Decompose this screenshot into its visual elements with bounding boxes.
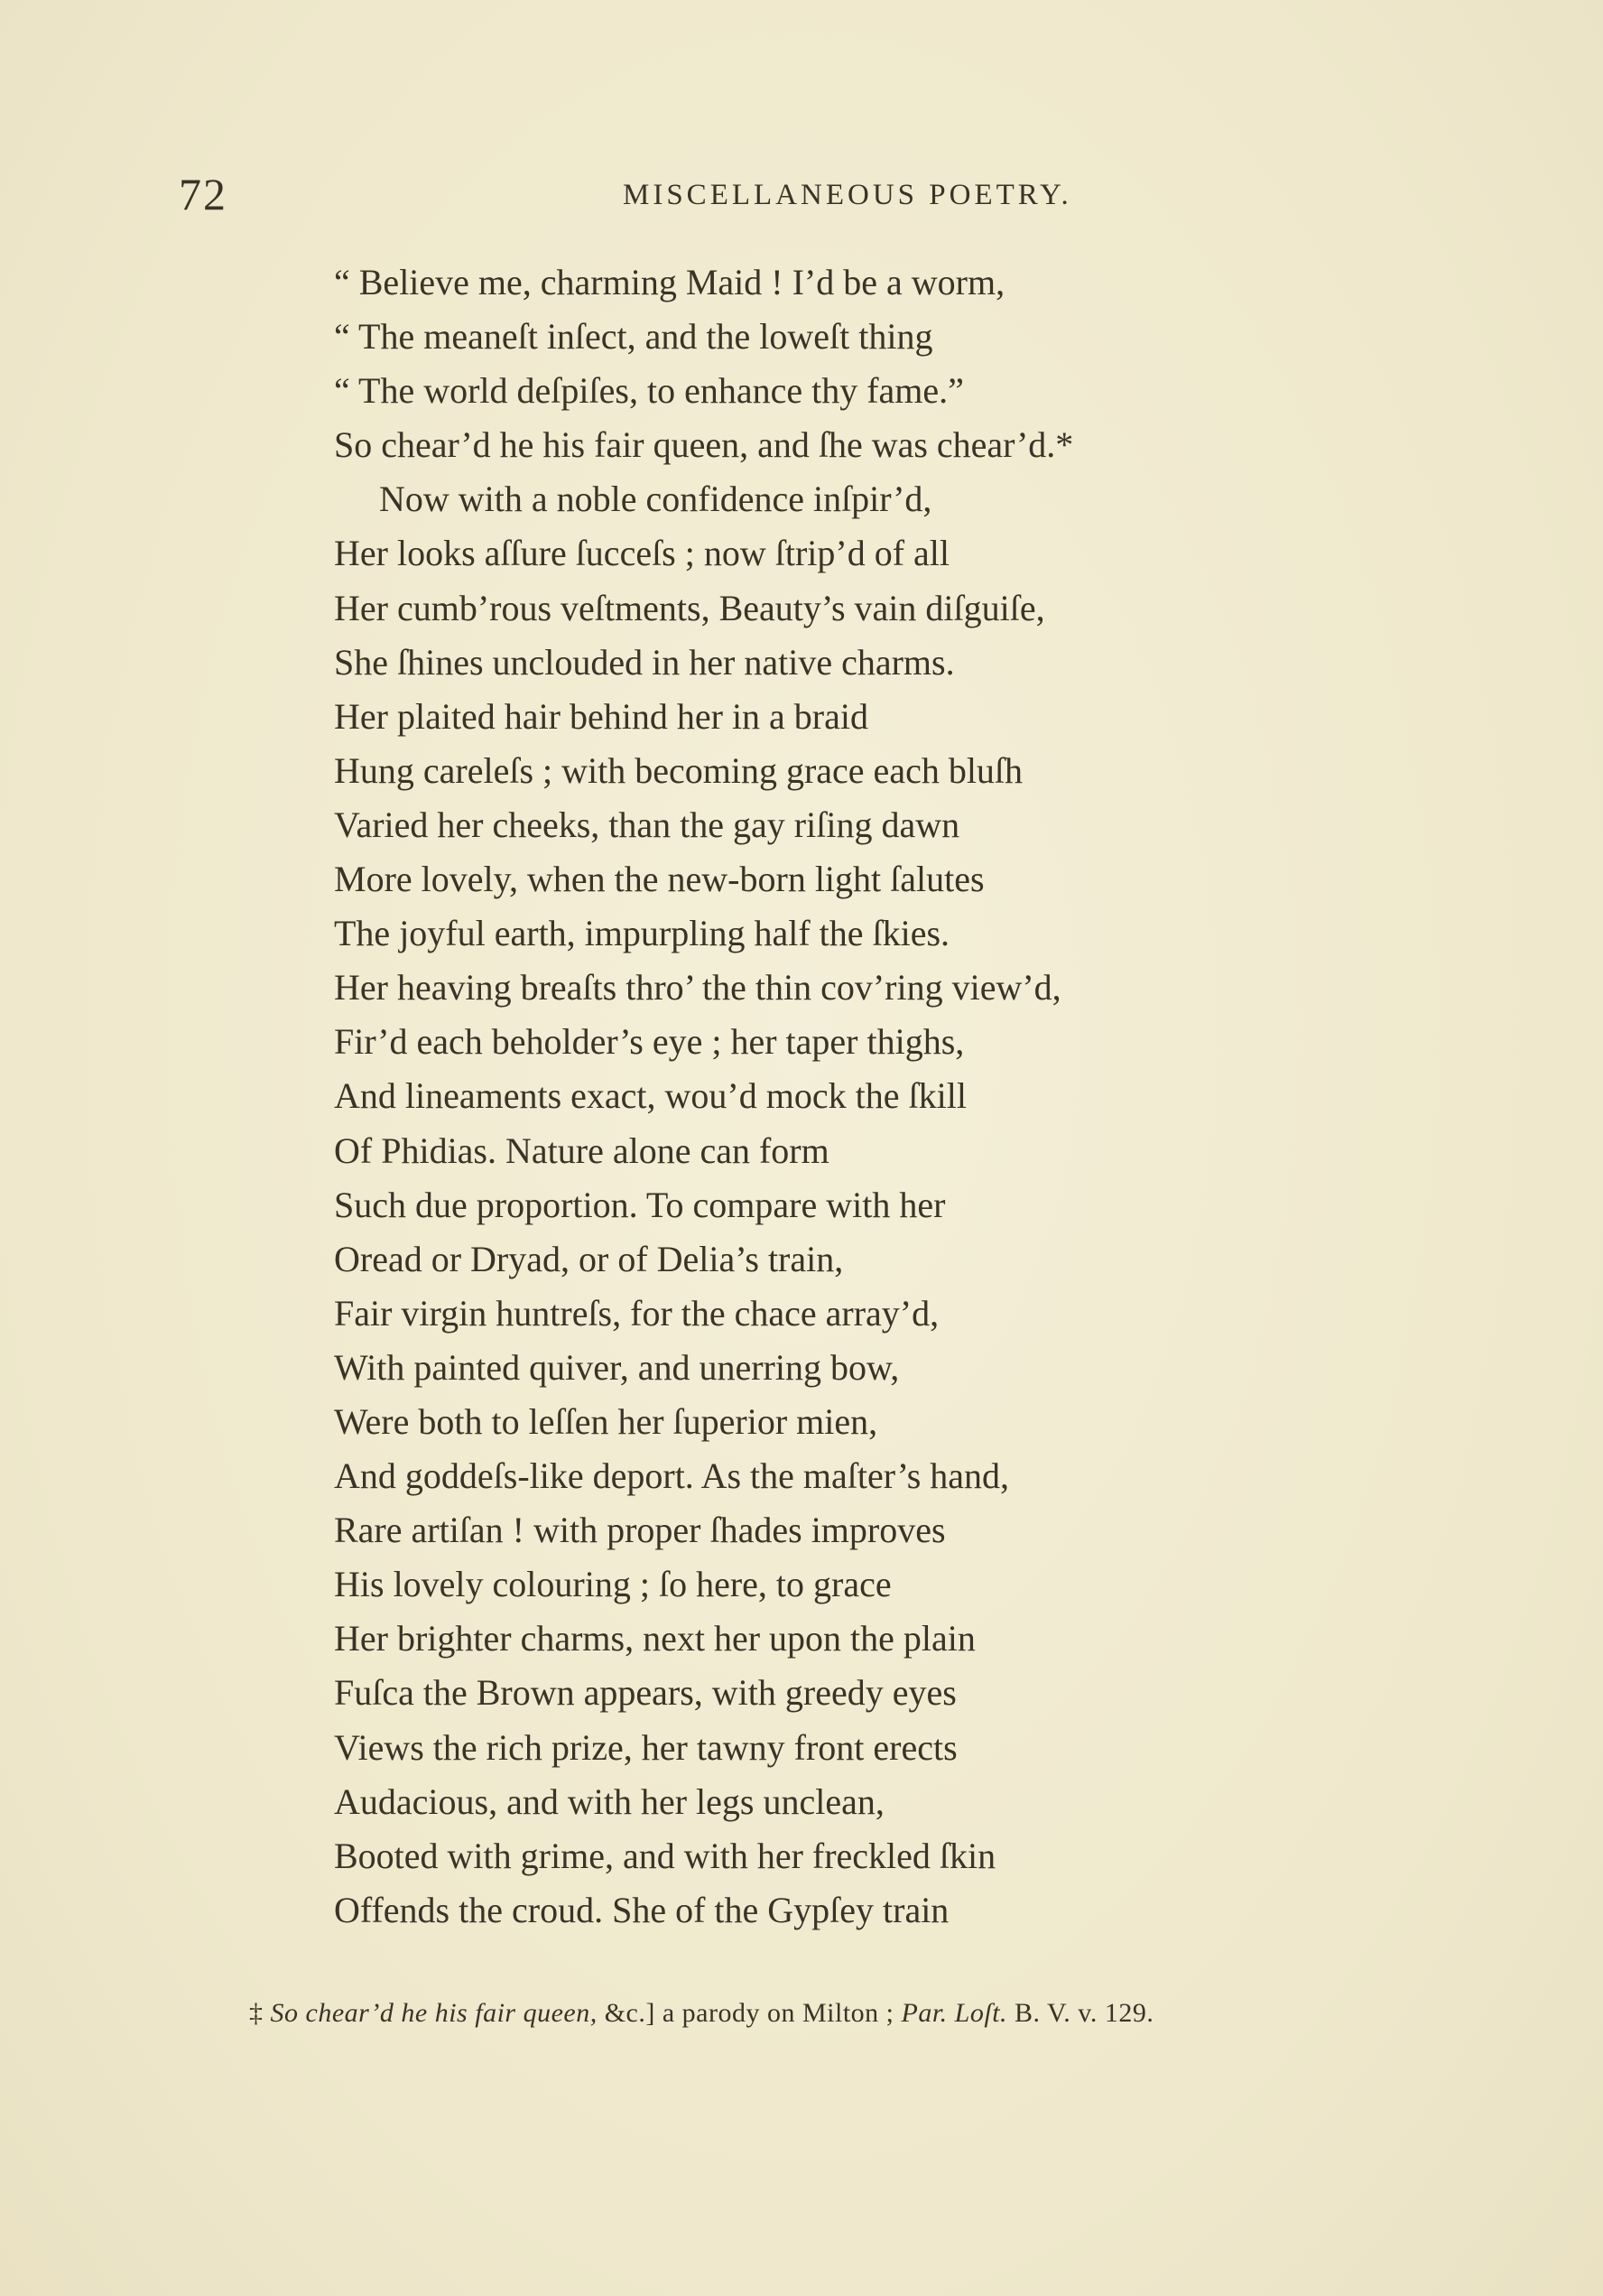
verse-line: Audacious, and with her legs unclean,	[334, 1780, 885, 1822]
footnote	[249, 1998, 1154, 2029]
poem-verse	[334, 256, 1381, 1938]
verse-line: So chear’d he his fair queen, and ſhe was chear’d.*	[334, 424, 1074, 466]
verse-line: Rare artiſan ! with proper ſhades improves	[334, 1510, 946, 1551]
verse-line: Fir’d each beholder’s eye ; her taper thighs,	[334, 1021, 965, 1063]
verse-line: And goddeſs-like deport. As the maſter’s hand,	[334, 1455, 1010, 1497]
verse-line: Her looks aſſure ſucceſs ; now ſtrip’d of all	[334, 533, 950, 574]
verse-line: Her heaving breaſts thro’ the thin cov’ring view’d,	[334, 967, 1061, 1009]
footnote-mark: ‡	[249, 1998, 264, 2028]
verse-line: With painted quiver, and unerring bow,	[334, 1346, 900, 1388]
verse-line: Her brighter charms, next her upon the plain	[334, 1618, 976, 1659]
verse-line: Fair virgin huntreſs, for the chace array’d,	[334, 1292, 940, 1334]
footnote-source: Par. Loſt.	[901, 1998, 1008, 2028]
verse-line: Varied her cheeks, than the gay riſing dawn	[334, 804, 960, 845]
verse-line: Hung careleſs ; with becoming grace each bluſh	[334, 749, 1024, 791]
verse-line: Offends the croud. She of the Gypſey train	[334, 1889, 950, 1930]
verse-line: Such due proportion. To compare with her	[334, 1184, 946, 1225]
verse-line: Fuſca the Brown appears, with greedy eyes	[334, 1672, 957, 1714]
verse-line: The joyful earth, impurpling half the ſkies.	[334, 913, 950, 954]
verse-line: She ſhines unclouded in her native charms.	[334, 641, 955, 683]
footnote-etc: &c.]	[604, 1998, 655, 2028]
footnote-quote: So chear’d he his fair queen,	[270, 1998, 598, 2028]
verse-line: Were both to leſſen her ſuperior mien,	[334, 1400, 878, 1442]
verse-line: His lovely colouring ; ſo here, to grace	[334, 1564, 892, 1605]
verse-line: More lovely, when the new-born light ſalutes	[334, 859, 985, 900]
verse-line: Her plaited hair behind her in a braid	[334, 695, 868, 737]
verse-line: Views the rich prize, her tawny front erects	[334, 1726, 958, 1768]
verse-line: Booted with grime, and with her freckled ſkin	[334, 1835, 996, 1876]
verse-line: Now with a noble confidence inſpir’d,	[379, 479, 932, 520]
footnote-text: a parody on Milton ;	[662, 1998, 894, 2028]
footnote-ref: B. V. v. 129.	[1015, 1998, 1154, 2028]
verse-line: “ Believe me, charming Maid ! I’d be a worm,	[334, 262, 1005, 302]
verse-line: “ The meaneſt inſect, and the loweſt thing	[334, 316, 933, 358]
verse-line: Of Phidias. Nature alone can form	[334, 1129, 829, 1171]
verse-line: Her cumb’rous veſtments, Beauty’s vain diſguiſe,	[334, 587, 1045, 628]
page-number: 72	[179, 169, 227, 219]
verse-line: Oread or Dryad, or of Delia’s train,	[334, 1238, 844, 1279]
running-head: MISCELLANEOUS POETRY.	[623, 179, 1072, 211]
verse-line: “ The world deſpiſes, to enhance thy fame.”	[334, 370, 964, 412]
verse-line: And lineaments exact, wou’d mock the ſkill	[334, 1075, 967, 1117]
